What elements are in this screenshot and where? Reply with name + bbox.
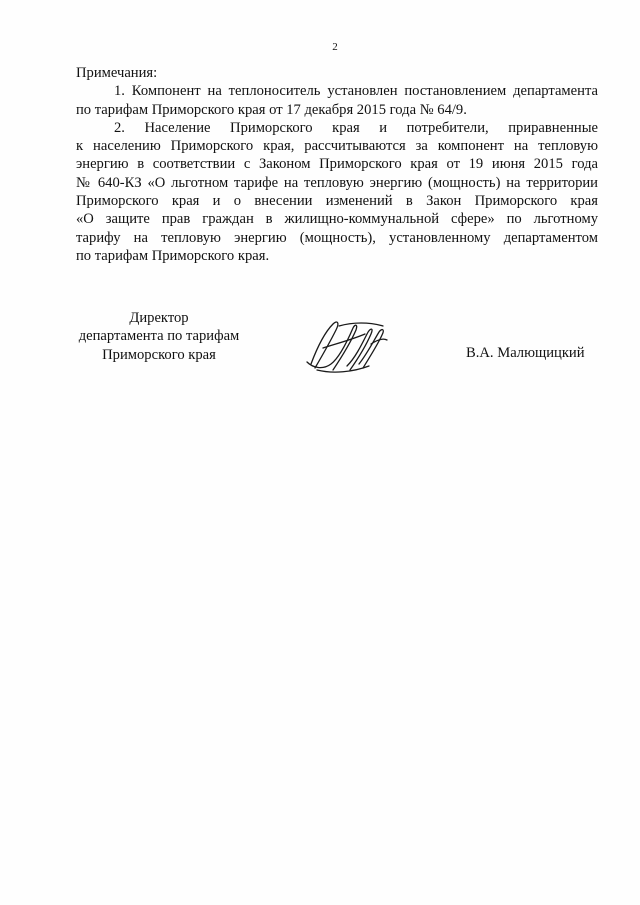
note-1-line-1: 1. Компонент на теплоноситель установлен постановлением департамента	[114, 83, 598, 100]
signatory-title-line-1: Директор	[129, 310, 189, 326]
note-2-line-2: к населению Приморского края, рассчитываются за компонент на тепловую	[76, 138, 598, 155]
note-2	[76, 119, 598, 265]
note-2-line-7: тарифу на тепловую энергию (мощность), установленному департаментом	[76, 229, 598, 246]
signer-name: В.А. Малющицкий	[466, 345, 585, 361]
note-2-line-1: 2. Население Приморского края и потребители, приравненные	[114, 119, 598, 136]
note-2-line-6: «О защите прав граждан в жилищно-коммунальной сфере» по льготному	[76, 211, 598, 228]
note-2-line-5: Приморского края и о внесении изменений в Закон Приморского края	[76, 193, 598, 210]
handwritten-signature	[303, 318, 389, 378]
signatory-title-line-3: Приморского края	[102, 346, 216, 363]
note-2-line-3: энергию в соответствии с Законом Приморского края от 19 июня 2015 года	[76, 156, 598, 173]
note-1-line-2: по тарифам Приморского края от 17 декабря 2015 года № 64/9.	[76, 101, 467, 118]
page-number: 2	[332, 41, 338, 53]
notes-section	[76, 64, 598, 265]
note-2-line-8: по тарифам Приморского края.	[76, 247, 270, 264]
note-2-line-4: № 640-КЗ «О льготном тарифе на тепловую энергию (мощность) на территории	[76, 174, 598, 191]
notes-heading: Примечания:	[76, 65, 158, 81]
signatory-title	[68, 309, 250, 364]
note-1	[76, 82, 598, 119]
signatory-title-line-2: департамента по тарифам	[78, 328, 240, 345]
